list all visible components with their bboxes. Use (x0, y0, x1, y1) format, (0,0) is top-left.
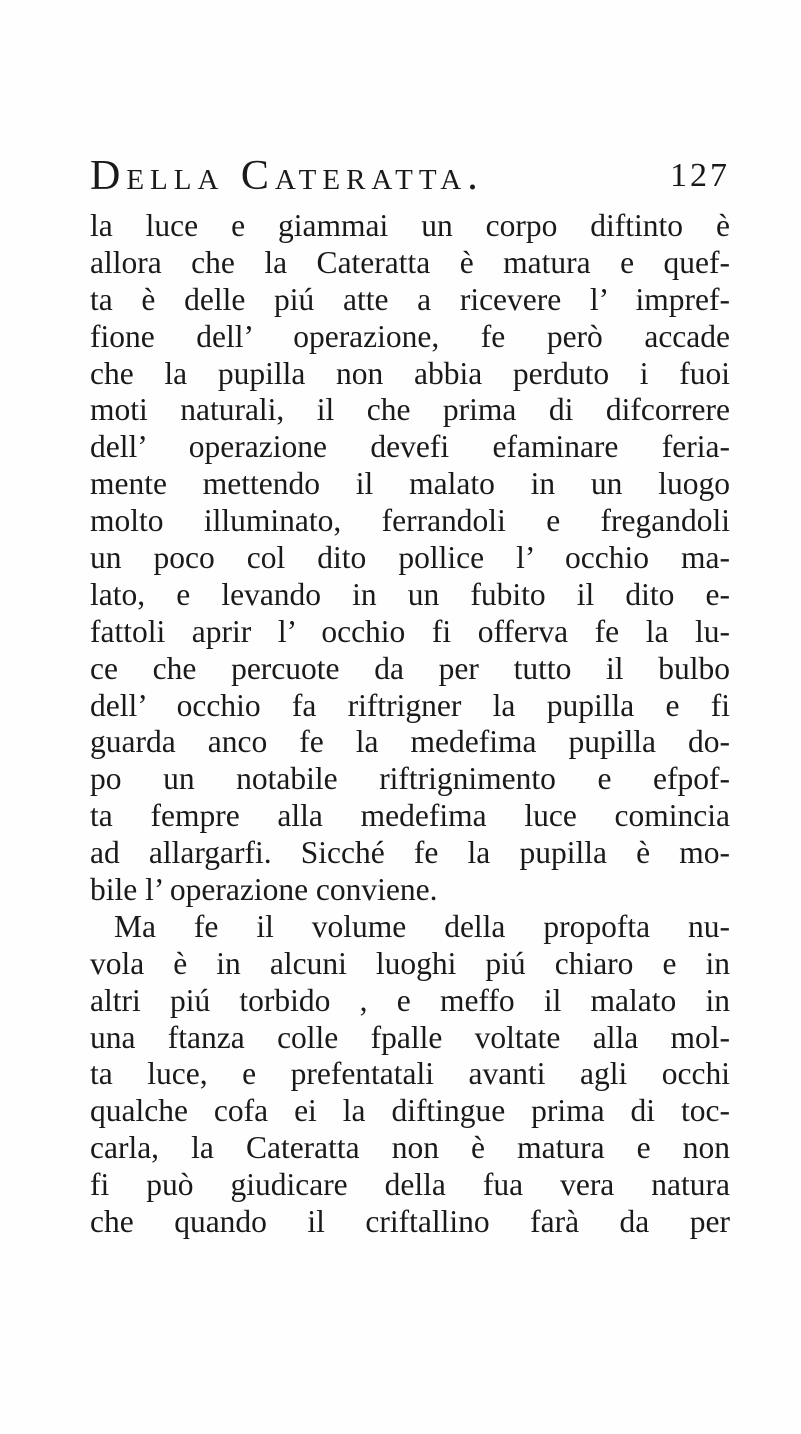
text-line: Ma fe il volume della propofta nu- (114, 908, 730, 944)
text-line: fi può giudicare della fua vera natura (90, 1167, 730, 1203)
text-line: che la pupilla non abbia perduto i fuoi (90, 355, 730, 391)
text-line: mente mettendo il malato in un luogo (90, 466, 730, 502)
text-line: guarda anco fe la medefima pupilla do- (90, 724, 730, 760)
text-line: la luce e giammai un corpo diftinto è (90, 208, 730, 243)
text-line: ta fempre alla medefima luce comincia (90, 798, 730, 834)
text-line: fattoli aprir l’ occhio fi offerva fe la lu- (90, 613, 730, 649)
text-line: qualche cofa ei la diftingue prima di toc- (90, 1093, 730, 1129)
text-line: fione dell’ operazione, fe però accade (90, 318, 730, 354)
text-line: che quando il criftallino farà da per (90, 1204, 730, 1240)
running-title: Della Cateratta. (90, 153, 484, 199)
body-text (90, 208, 730, 1241)
text-line: ta luce, e prefentatali avanti agli occhi (90, 1056, 730, 1092)
page-number: 127 (670, 157, 730, 194)
text-line: altri piú torbido , e meffo il malato in (90, 982, 730, 1018)
text-line: una ftanza colle fpalle voltate alla mol- (90, 1019, 730, 1055)
text-line: moti naturali, il che prima di difcorrere (90, 392, 730, 428)
text-line: un poco col dito pollice l’ occhio ma- (90, 540, 730, 576)
text-line: bile l’ operazione conviene. (90, 872, 438, 908)
text-line: ad allargarfi. Sicché fe la pupilla è mo- (90, 835, 730, 871)
text-line: ce che percuote da per tutto il bulbo (90, 650, 730, 686)
text-line: lato, e levando in un fubito il dito e- (90, 576, 730, 612)
text-line: carla, la Cateratta non è matura e non (90, 1130, 730, 1166)
text-line: po un notabile riftrignimento e efpof- (90, 761, 730, 797)
text-line: allora che la Cateratta è matura e quef- (90, 244, 730, 280)
text-line: vola è in alcuni luoghi piú chiaro e in (90, 945, 730, 981)
running-head (90, 150, 730, 202)
text-line: dell’ operazione devefi efaminare feria- (90, 429, 730, 465)
text-line: molto illuminato, ferrandoli e fregandoli (90, 503, 730, 539)
text-line: ta è delle piú atte a ricevere l’ impref- (90, 281, 730, 317)
text-line: dell’ occhio fa riftrigner la pupilla e fi (90, 687, 730, 723)
